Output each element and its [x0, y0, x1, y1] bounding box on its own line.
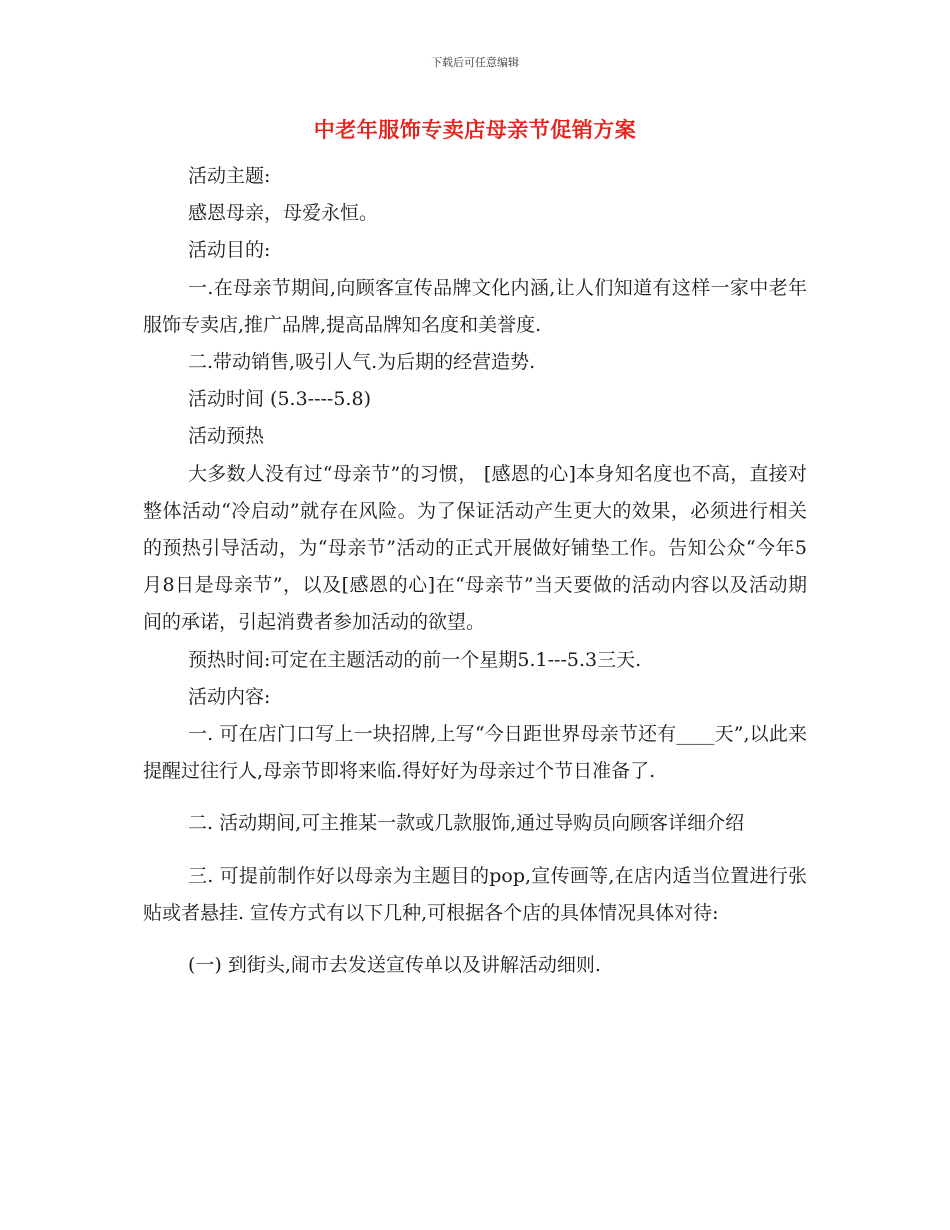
paragraph-warmup-time: 预热时间:可定在主题活动的前一个星期5.1---5.3三天.	[188, 648, 642, 671]
paragraph-content-2: 二. 活动期间,可主推某一款或几款服饰,通过导购员向顾客详细介绍	[188, 812, 745, 835]
document-body	[143, 158, 807, 984]
paragraph-purpose-1: 一.在母亲节期间,向顾客宣传品牌文化内涵,让人们知道有这样一家中老年服饰专卖店,推广品牌,提高品牌知名度和美誉度.	[143, 276, 807, 336]
paragraph-theme-label: 活动主题:	[188, 165, 271, 187]
page-header-note: 下载后可任意编辑	[431, 56, 519, 69]
paragraph-content-3-1: (一) 到街头,闹市去发送宣传单以及讲解活动细则.	[188, 954, 601, 977]
paragraph-content-1: 一. 可在店门口写上一块招牌,上写“今日距世界母亲节还有____天”,以此来提醒过往行人,母亲节即将来临.得好好为母亲过个节日准备了.	[143, 723, 807, 783]
paragraph-warmup-label: 活动预热	[188, 425, 265, 448]
paragraph-theme: 感恩母亲，母爱永恒。	[188, 202, 379, 225]
document-title: 中老年服饰专卖店母亲节促销方案	[313, 117, 637, 142]
paragraph-activity-time: 活动时间 (5.3----5.8)	[188, 388, 371, 411]
paragraph-content-label: 活动内容:	[188, 685, 271, 708]
paragraph-purpose-label: 活动目的:	[188, 239, 271, 262]
paragraph-content-3: 三. 可提前制作好以母亲为主题目的pop,宣传画等,在店内适当位置进行张贴或者悬挂. 宣传方式有以下几种,可根据各个店的具体情况具体对待:	[143, 864, 807, 924]
paragraph-warmup-body: 大多数人没有过“母亲节”的习惯， [感恩的心]本身知名度也不高，直接对整体活动“冷启动”就存在风险。为了保证活动产生更大的效果，必须进行相关的预热引导活动，为“母亲节”活动的正式开展做好铺垫工作。告知公众“今年5月8日是母亲节”，以及[感恩的心]在“母亲节”当天要做的活动内容以及活动期间的承诺，引起消费者参加活动的欲望。	[143, 462, 807, 634]
paragraph-purpose-2: 二.带动销售,吸引人气.为后期的经营造势.	[188, 351, 536, 374]
